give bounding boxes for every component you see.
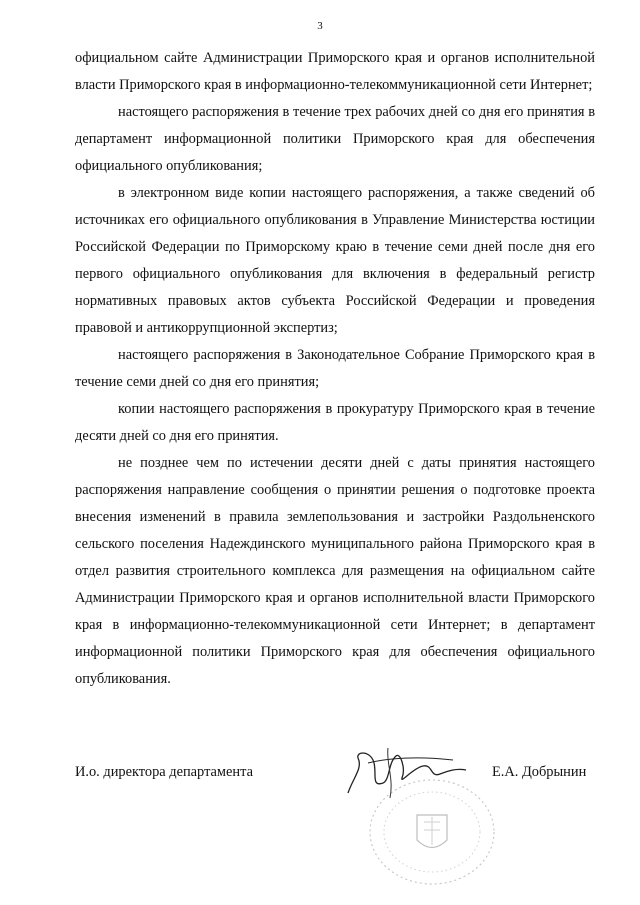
signatory-name: Е.А. Добрынин (492, 764, 587, 780)
paragraph-1: официальном сайте Администрации Приморского края и органов исполнительной власти Приморского края в информационно-телекоммуникационной сети Интернет; (75, 50, 595, 93)
handwritten-signature (328, 738, 478, 808)
paragraph-6: не позднее чем по истечении десяти дней с даты принятия настоящего распоряжения направление сообщения о принятии решения о подготовке проекта внесения изменений в правила землепользования и застройки Раздольненского сельского поселения Надеждинского муниципального района Приморского края в отдел развития строительного комплекса для размещения на официальном сайте Администрации Приморского края и органов исполнительной власти Приморского края в информационно-телекоммуникационной сети Интернет; в департамент информационной политики Приморского края для обеспечения официального опубликования. (75, 455, 595, 687)
paragraph-2: настоящего распоряжения в течение трех рабочих дней со дня его принятия в департамент информационной политики Приморского края для обеспечения официального опубликования; (75, 104, 595, 174)
paragraph-3: в электронном виде копии настоящего распоряжения, а также сведений об источниках его официального опубликования в Управление Министерства юстиции Российской Федерации по Приморскому краю в течение семи дней после дня его первого официального опубликования для включения в федеральный регистр нормативных правовых актов субъекта Российской Федерации и проведения правовой и антикоррупционной экспертиз; (75, 185, 595, 336)
document-body (75, 45, 595, 693)
signatory-title: И.о. директора департамента (75, 764, 253, 780)
paragraph-4: настоящего распоряжения в Законодательное Собрание Приморского края в течение семи дней со дня его принятия; (75, 347, 595, 390)
paragraph-5: копии настоящего распоряжения в прокуратуру Приморского края в течение десяти дней со дня его принятия. (75, 401, 595, 444)
page-number: 3 (317, 20, 323, 32)
